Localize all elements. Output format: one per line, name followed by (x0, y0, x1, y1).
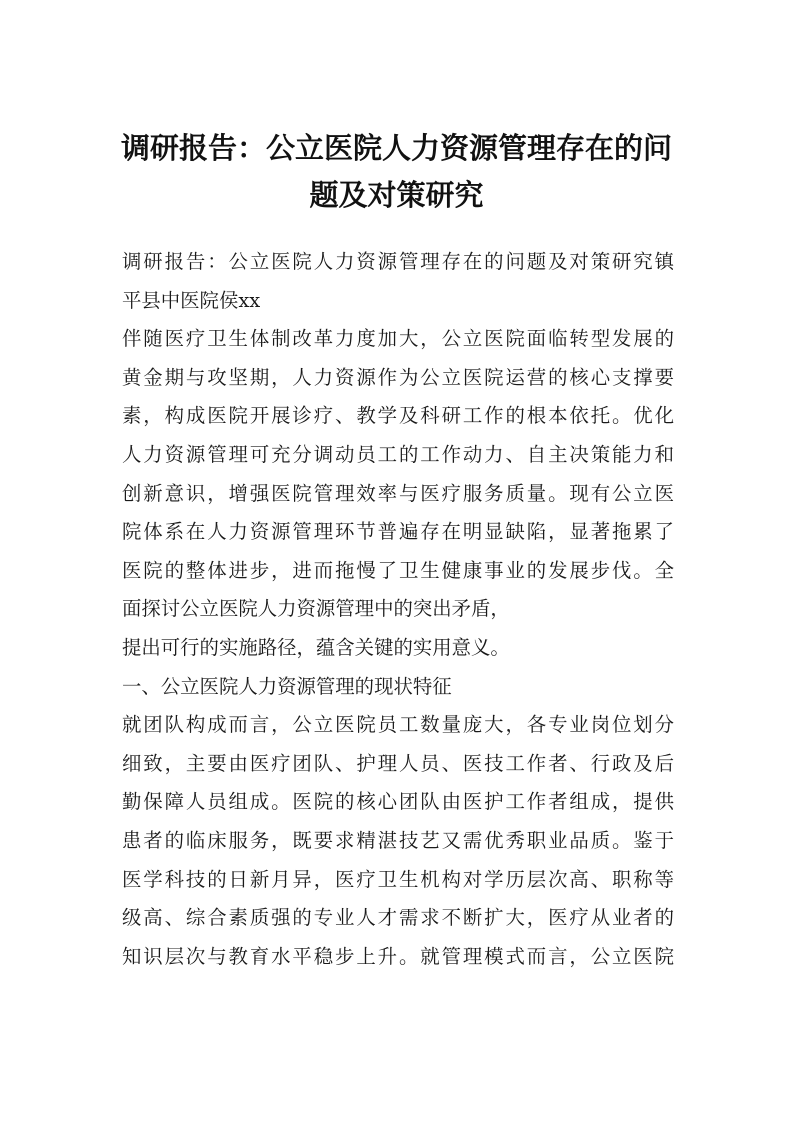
body-line: 调研报告：公立医院人力资源管理存在的问题及对策研究镇 (122, 250, 674, 273)
section-heading: 一、公立医院人力资源管理的现状特征 (122, 674, 452, 698)
document-title-line-2: 题及对策研究 (309, 178, 484, 212)
body-line: 就团队构成而言，公立医院员工数量庞大，各专业岗位划分 (122, 713, 674, 737)
body-line: 院体系在人力资源管理环节普遍存在明显缺陷，显著拖累了 (122, 520, 674, 544)
body-line: 医院的整体进步，进而拖慢了卫生健康事业的发展步伐。全 (122, 558, 674, 582)
body-line: 医学科技的日新月异，医疗卫生机构对学历层次高、职称等 (122, 867, 674, 891)
body-line: 级高、综合素质强的专业人才需求不断扩大，医疗从业者的 (122, 906, 674, 930)
body-line: 细致，主要由医疗团队、护理人员、医技工作者、行政及后 (122, 751, 674, 775)
body-line: 平县中医院侯xx (122, 288, 261, 312)
body-line: 患者的临床服务，既要求精湛技艺又需优秀职业品质。鉴于 (122, 828, 674, 852)
body-line: 提出可行的实施路径，蕴含关键的实用意义。 (122, 635, 510, 659)
body-line: 黄金期与攻坚期，人力资源作为公立医院运营的核心支撑要 (122, 365, 674, 389)
body-line: 面探讨公立医院人力资源管理中的突出矛盾， (122, 597, 510, 621)
body-line: 勤保障人员组成。医院的核心团队由医护工作者组成，提供 (122, 790, 674, 814)
document-title-line-1: 调研报告：公立医院人力资源管理存在的问 (120, 131, 672, 165)
body-line: 人力资源管理可充分调动员工的工作动力、自主决策能力和 (122, 442, 674, 466)
body-line: 知识层次与教育水平稳步上升。就管理模式而言，公立医院 (122, 944, 674, 968)
body-line: 素，构成医院开展诊疗、教学及科研工作的根本依托。优化 (122, 404, 674, 428)
document-body (122, 243, 674, 976)
body-line: 伴随医疗卫生体制改革力度加大，公立医院面临转型发展的 (122, 327, 674, 351)
body-line: 创新意识，增强医院管理效率与医疗服务质量。现有公立医 (122, 481, 674, 505)
